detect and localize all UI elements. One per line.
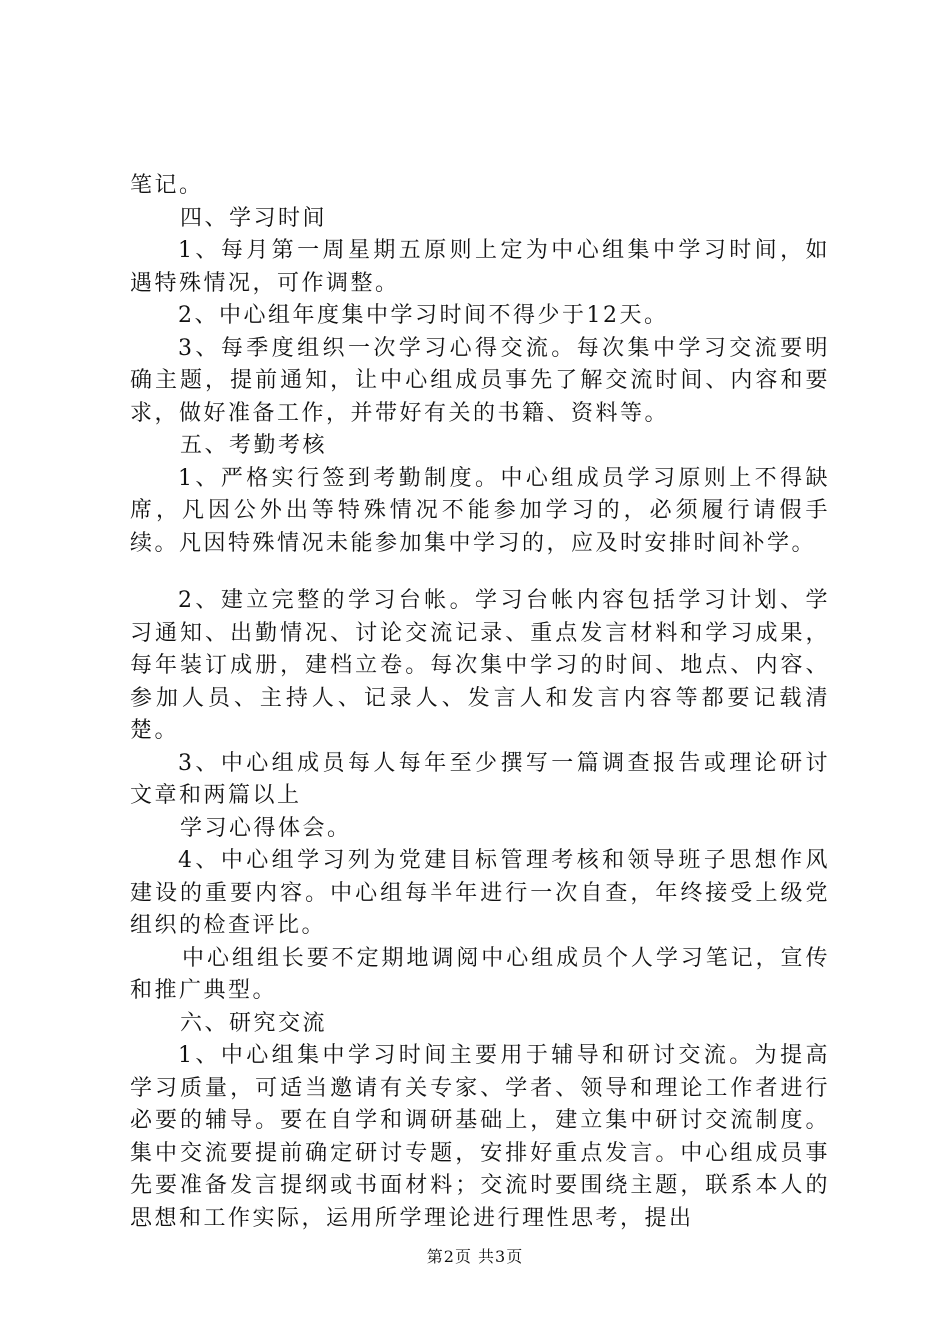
page-number-footer: 第2页 共3页 <box>426 1247 524 1266</box>
paragraph: 1、严格实行签到考勤制度。中心组成员学习原则上不得缺席，凡因公外出等特殊情况不能参加学习的，必须履行请假手续。凡因特殊情况未能参加集中学习的，应及时安排时间补学。 <box>130 465 830 556</box>
section-heading-study-time: 四、学习时间 <box>180 205 328 231</box>
paragraph: 1、每月第一周星期五原则上定为中心组集中学习时间，如遇特殊情况，可作调整。 <box>130 238 830 296</box>
paragraph: 4、中心组学习列为党建目标管理考核和领导班子思想作风建设的重要内容。中心组每半年进行一次自查，年终接受上级党组织的检查评比。 <box>130 848 830 938</box>
section-heading-research: 六、研究交流 <box>180 1010 328 1036</box>
paragraph: 3、中心组成员每人每年至少撰写一篇调查报告或理论研讨文章和两篇以上 <box>130 750 830 808</box>
section-heading-attendance: 五、考勤考核 <box>180 433 328 458</box>
paragraph: 2、建立完整的学习台帐。学习台帐内容包括学习计划、学习通知、出勤情况、讨论交流记录、重点发言材料和学习成果，每年装订成册，建档立卷。每次集中学习的时间、地点、内容、参加人员、主持人、记录人、发言人和发言内容等都要记载清楚。 <box>130 588 830 743</box>
paragraph: 2、中心组年度集中学习时间不得少于12天。 <box>178 303 669 328</box>
paragraph: 1、中心组集中学习时间主要用于辅导和研讨交流。为提高学习质量，可适当邀请有关专家、学者、领导和理论工作者进行必要的辅导。要在自学和调研基础上，建立集中研讨交流制度。集中交流要提前确定研讨专题，安排好重点发言。中心组成员事先要准备发言提纲或书面材料；交流时要围绕主题，联系本人的思想和工作实际，运用所学理论进行理性思考，提出 <box>130 1043 830 1231</box>
paragraph: 3、每季度组织一次学习心得交流。每次集中学习交流要明确主题，提前通知，让中心组成员事先了解交流时间、内容和要求，做好准备工作，并带好有关的书籍、资料等。 <box>130 335 830 426</box>
paragraph: 学习心得体会。 <box>180 815 352 841</box>
document-body <box>130 170 830 1235</box>
paragraph: 中心组组长要不定期地调阅中心组成员个人学习笔记，宣传和推广典型。 <box>130 945 830 1003</box>
paragraph: 笔记。 <box>130 173 204 198</box>
